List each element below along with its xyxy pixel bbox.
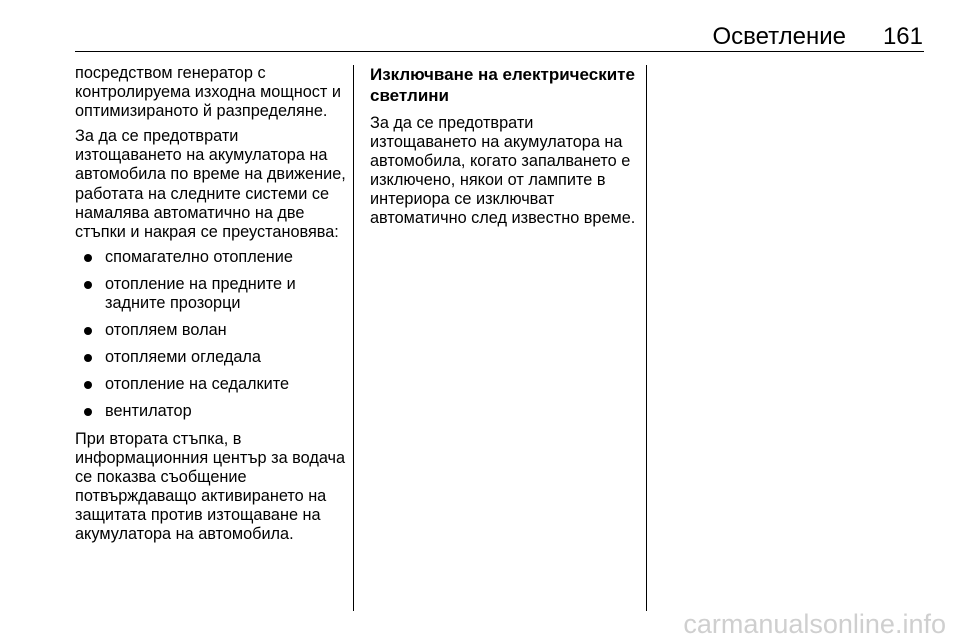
heading-line: Изключване на електрическите bbox=[370, 65, 635, 84]
text-line: изтощаването на акумулатора на bbox=[370, 133, 623, 152]
text-line: автомобила, когато запалването е bbox=[370, 152, 631, 171]
list-item-text: отопление на седалките bbox=[105, 375, 290, 394]
text-line: контролируема изходна мощност и bbox=[75, 83, 342, 102]
driver-info-paragraph bbox=[75, 430, 347, 545]
bullet-icon bbox=[84, 381, 92, 389]
text-line: интериора се изключват bbox=[370, 190, 555, 209]
section-heading bbox=[370, 64, 638, 106]
text-line: За да се предотврати bbox=[370, 114, 534, 132]
left-column bbox=[75, 64, 347, 550]
text-line: изключено, някои от лампите в bbox=[370, 171, 606, 190]
bullet-icon bbox=[84, 281, 92, 289]
middle-column bbox=[370, 64, 638, 235]
battery-protection-paragraph bbox=[75, 127, 347, 242]
systems-list bbox=[75, 248, 347, 422]
header-divider bbox=[75, 51, 924, 52]
text-line: защитата против изтощаване на bbox=[75, 505, 321, 524]
list-item bbox=[75, 248, 347, 267]
list-item bbox=[75, 375, 347, 394]
page-number: 161 bbox=[882, 23, 923, 50]
watermark: carmanualsonline.info bbox=[683, 609, 946, 639]
list-item bbox=[75, 348, 347, 367]
list-item-text: отопление на предните и bbox=[105, 274, 296, 293]
list-item bbox=[75, 402, 347, 421]
text-line: автомобила по време на движение, bbox=[75, 165, 346, 184]
text-line: работата на следните системи се bbox=[75, 184, 330, 203]
bullet-icon bbox=[84, 327, 92, 335]
bullet-icon bbox=[84, 408, 92, 416]
text-line: потвърждаващо активирането на bbox=[75, 486, 327, 505]
lights-off-paragraph bbox=[370, 114, 638, 229]
text-line: посредством генератор с bbox=[75, 64, 266, 82]
list-item-text: отопляеми огледала bbox=[105, 348, 261, 367]
list-item-text: задните прозорци bbox=[105, 294, 241, 313]
text-line: намалява автоматично на две bbox=[75, 203, 305, 222]
text-line: акумулатора на автомобила. bbox=[75, 524, 294, 543]
column-divider-left bbox=[353, 65, 354, 611]
text-line: автоматично след известно време. bbox=[370, 209, 636, 228]
column-divider-right bbox=[646, 65, 647, 611]
text-line: изтощаването на акумулатора на bbox=[75, 146, 328, 165]
list-item bbox=[75, 321, 347, 340]
text-line: При втората стъпка, в bbox=[75, 429, 242, 448]
list-item bbox=[75, 275, 347, 313]
bullet-icon bbox=[84, 354, 92, 362]
page-title: Осветление bbox=[712, 23, 846, 50]
list-item-text: отопляем волан bbox=[105, 321, 227, 340]
heading-line: светлини bbox=[370, 86, 449, 105]
text-line: За да се предотврати bbox=[75, 127, 239, 146]
text-line: стъпки и накрая се преустановява: bbox=[75, 222, 339, 241]
bullet-icon bbox=[84, 254, 92, 262]
text-line: се показва съобщение bbox=[75, 467, 247, 486]
intro-paragraph bbox=[75, 64, 347, 121]
list-item-text: спомагателно отопление bbox=[105, 247, 293, 266]
text-line: информационния център за водача bbox=[75, 448, 346, 467]
text-line: оптимизираното й разпределяне. bbox=[75, 102, 328, 121]
list-item-text: вентилатор bbox=[105, 402, 192, 421]
